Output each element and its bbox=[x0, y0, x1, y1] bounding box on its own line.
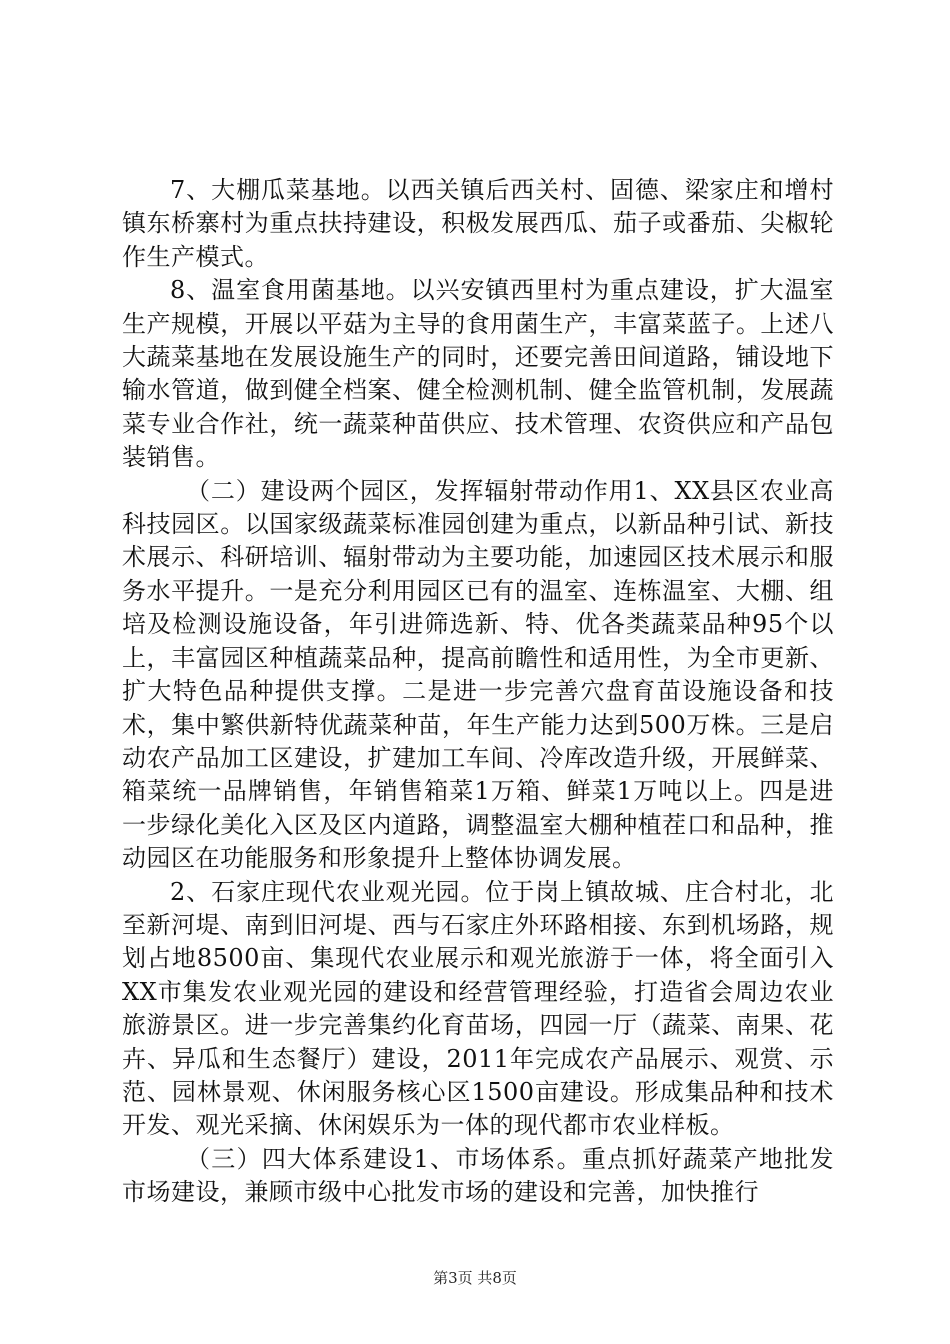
paragraph-four-systems: （三）四大体系建设1、市场体系。重点抓好蔬菜产地批发市场建设，兼顾市级中心批发市场的建设和完善，加快推行 bbox=[122, 1144, 834, 1207]
paragraph-mushroom-base: 8、温室食用菌基地。以兴安镇西里村为重点建设，扩大温室生产规模，开展以平菇为主导的食用菌生产，丰富菜蓝子。上述八大蔬菜基地在发展设施生产的同时，还要完善田间道路，铺设地下输水管道，做到健全档案、健全检测机制、健全监管机制，发展蔬菜专业合作社，统一蔬菜种苗供应、技术管理、农资供应和产品包装销售。 bbox=[122, 276, 834, 472]
paragraph-sightseeing-park: 2、石家庄现代农业观光园。位于岗上镇故城、庄合村北，北至新河堤、南到旧河堤、西与石家庄外环路相接、东到机场路，规划占地8500亩、集现代农业展示和观光旅游于一体，将全面引入XX市集发农业观光园的建设和经营管理经验，打造省会周边农业旅游景区。进一步完善集约化育苗场，四园一厅（蔬菜、南果、花卉、异瓜和生态餐厅）建设，2011年完成农产品展示、观赏、示范、园林景观、休闲服务核心区1500亩建设。形成集品种和技术开发、观光采摘、休闲娱乐为一体的现代都市农业样板。 bbox=[122, 877, 834, 1140]
paragraph-greenhouse-melon-base: 7、大棚瓜菜基地。以西关镇后西关村、固德、梁家庄和增村镇东桥寨村为重点扶持建设，积极发展西瓜、茄子或番茄、尖椒轮作生产模式。 bbox=[122, 176, 834, 271]
paragraph-two-parks: （二）建设两个园区，发挥辐射带动作用1、XX县区农业高科技园区。以国家级蔬菜标准园创建为重点，以新品种引试、新技术展示、科研培训、辐射带动为主要功能，加速园区技术展示和服务水平提升。一是充分利用园区已有的温室、连栋温室、大棚、组培及检测设施设备，年引进筛选新、特、优各类蔬菜品种95个以上，丰富园区种植蔬菜品种，提高前瞻性和适用性，为全市更新、扩大特色品种提供支撑。二是进一步完善穴盘育苗设施设备和技术，集中繁供新特优蔬菜种苗，年生产能力达到500万株。三是启动农产品加工区建设，扩建加工车间、冷库改造升级，开展鲜菜、箱菜统一品牌销售，年销售箱菜1万箱、鲜菜1万吨以上。四是进一步绿化美化入区及区内道路，调整温室大棚种植茬口和品种，推动园区在功能服务和形象提升上整体协调发展。 bbox=[122, 476, 834, 873]
document-body bbox=[122, 174, 834, 1210]
page-number-footer: 第3页 共8页 bbox=[433, 1269, 517, 1287]
